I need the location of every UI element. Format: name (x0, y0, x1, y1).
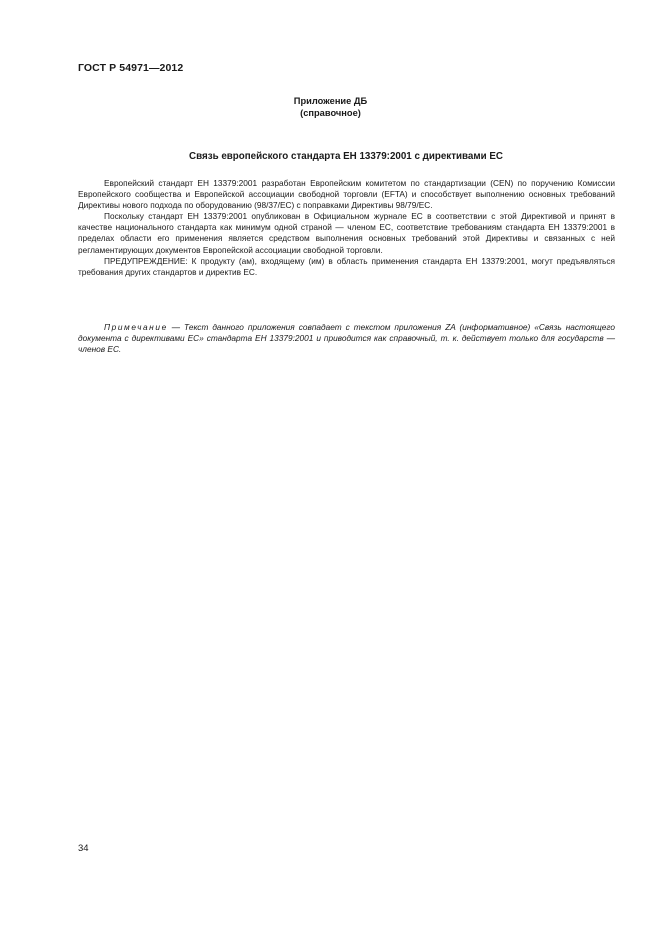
note (78, 322, 615, 355)
note-text: — Текст данного приложения совпадает с текстом приложения ZA (информативное) «Связь настоящего документа с директивами ЕС» стандарта ЕН 13379:2001 и приводится как справочный, т. к. действует только для государств — членов ЕС. (78, 322, 615, 355)
note-label: Примечание (104, 322, 168, 332)
appendix-heading (0, 96, 661, 119)
appendix-subtitle: (справочное) (300, 107, 361, 118)
page-number: 34 (78, 843, 89, 854)
body-text (78, 178, 615, 278)
paragraph-1: Европейский стандарт ЕН 13379:2001 разработан Европейским комитетом по стандартизации (CEN) по поручению Комиссии Европейского сообщества и Европейской ассоциации свободной торговли (EFTA) и способствует выполнению основных требований Директивы нового подхода по оборудованию (98/37/EC) с поправками Директивы 98/79/EC. (78, 178, 615, 211)
paragraph-warning: ПРЕДУПРЕЖДЕНИЕ: К продукту (ам), входящему (им) в область применения стандарта ЕН 13379:2001, могут предъявляться требования других стандартов и директив ЕС. (78, 255, 615, 277)
document-standard-code: ГОСТ Р 54971—2012 (78, 62, 184, 74)
section-title: Связь европейского стандарта ЕН 13379:2001 с директивами ЕС (189, 151, 503, 162)
appendix-title: Приложение ДБ (293, 96, 368, 106)
paragraph-2: Поскольку стандарт ЕН 13379:2001 опубликован в Официальном журнале ЕС в соответствии с этой Директивой и принят в качестве национального стандарта как минимум одной страной — членом ЕС, соответствие требованиям стандарта ЕН 13379:2001 в пределах области его применения является средством выполнения основных требований этой Директивы и связанных с ней регламентирующих документов Европейской ассоциации свободной торговли. (78, 211, 615, 255)
